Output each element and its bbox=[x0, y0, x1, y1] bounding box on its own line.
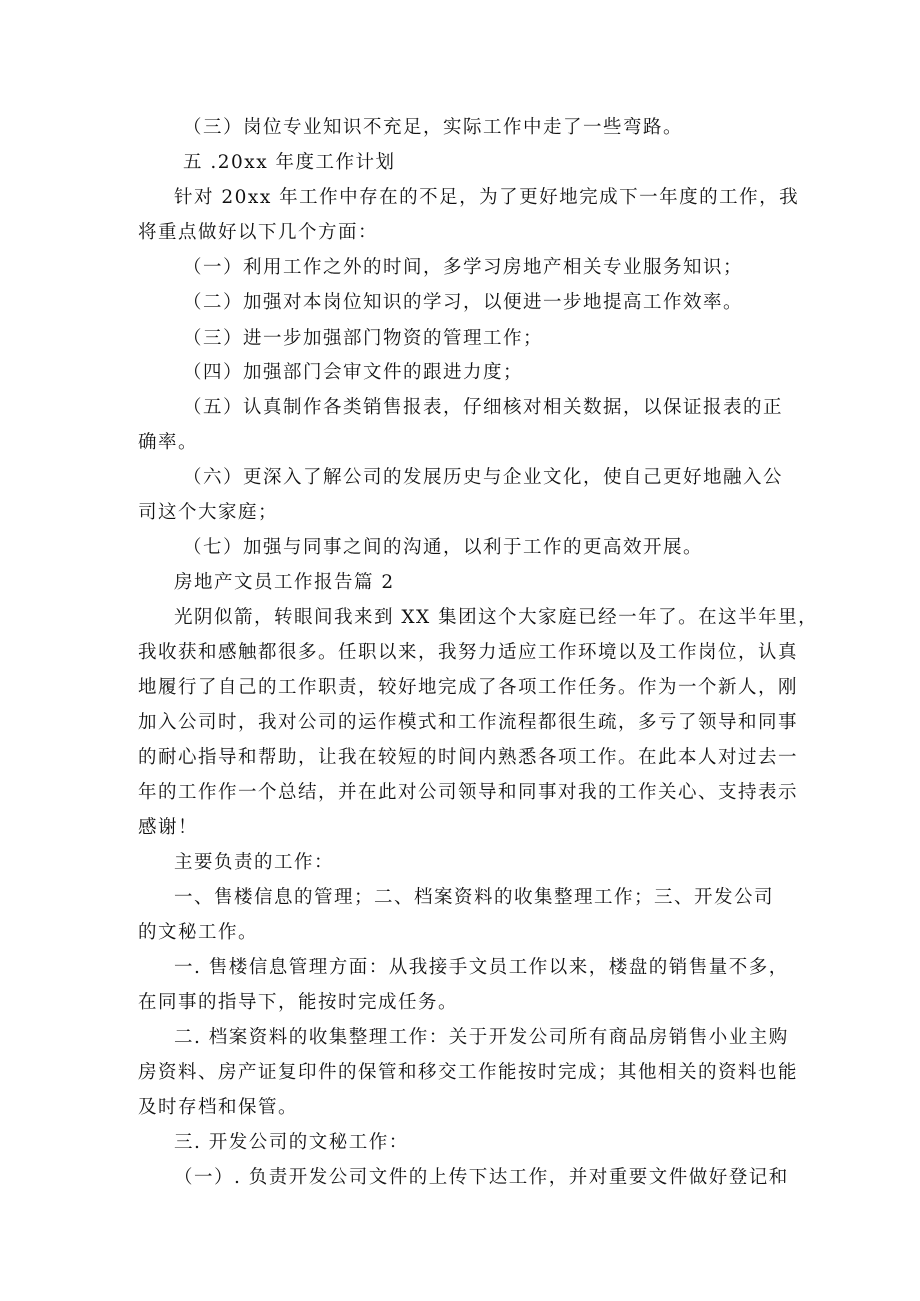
text-line: 确率。 bbox=[138, 432, 199, 453]
section-heading: 三. 开发公司的文秘工作： bbox=[174, 1132, 409, 1153]
text-line: 一、售楼信息的管理；二、档案资料的收集整理工作；三、开发公司 bbox=[174, 887, 775, 908]
text-line: 针对 20xx 年工作中存在的不足，为了更好地完成下一年度的工作，我 bbox=[174, 187, 800, 208]
text-line: 我收获和感触都很多。任职以来，我努力适应工作环境以及工作岗位，认真 bbox=[138, 642, 799, 663]
text-line: （七）加强与同事之间的沟通，以利于工作的更高效开展。 bbox=[183, 537, 704, 558]
text-line: （六）更深入了解公司的发展历史与企业文化，使自己更好地融入公 bbox=[183, 467, 784, 488]
section-heading: 房地产文员工作报告篇 2 bbox=[174, 572, 395, 593]
text-line: 感谢！ bbox=[138, 817, 199, 838]
text-line: 在同事的指导下，能按时完成任务。 bbox=[138, 992, 459, 1013]
section-heading: 五 .20xx 年度工作计划 bbox=[183, 152, 396, 173]
text-line: 一. 售楼信息管理方面：从我接手文员工作以来，楼盘的销售量不多， bbox=[174, 957, 789, 978]
text-line: 年的工作作一个总结，并在此对公司领导和同事对我的工作关心、支持表示 bbox=[138, 782, 799, 803]
section-heading: 主要负责的工作： bbox=[174, 852, 335, 873]
text-line: 的文秘工作。 bbox=[138, 922, 259, 943]
text-line: 光阴似箭，转眼间我来到 XX 集团这个大家庭已经一年了。在这半年里， bbox=[174, 607, 819, 628]
text-line: 加入公司时，我对公司的运作模式和工作流程都很生疏，多亏了领导和同事 bbox=[138, 712, 799, 733]
text-line: 及时存档和保管。 bbox=[138, 1097, 299, 1118]
text-line: （四）加强部门会审文件的跟进力度； bbox=[183, 362, 524, 383]
text-line: 将重点做好以下几个方面： bbox=[138, 222, 379, 243]
text-line: 的耐心指导和帮助，让我在较短的时间内熟悉各项工作。在此本人对过去一 bbox=[138, 747, 799, 768]
text-line: 房资料、房产证复印件的保管和移交工作能按时完成；其他相关的资料也能 bbox=[138, 1062, 799, 1083]
text-line: （五）认真制作各类销售报表，仔细核对相关数据，以保证报表的正 bbox=[183, 397, 784, 418]
text-line: 地履行了自己的工作职责，较好地完成了各项工作任务。作为一个新人，刚 bbox=[138, 677, 799, 698]
text-line: （三）岗位专业知识不充足，实际工作中走了一些弯路。 bbox=[183, 117, 684, 138]
text-line: （一）利用工作之外的时间，多学习房地产相关专业服务知识； bbox=[183, 257, 744, 278]
text-line: （三）进一步加强部门物资的管理工作； bbox=[183, 328, 544, 349]
text-line: （二）加强对本岗位知识的学习，以便进一步地提高工作效率。 bbox=[183, 292, 744, 313]
text-line: 二. 档案资料的收集整理工作：关于开发公司所有商品房销售小业主购 bbox=[174, 1027, 789, 1048]
text-line: 司这个大家庭； bbox=[138, 502, 279, 523]
text-line: （一）. 负责开发公司文件的上传下达工作，并对重要文件做好登记和 bbox=[174, 1167, 789, 1188]
